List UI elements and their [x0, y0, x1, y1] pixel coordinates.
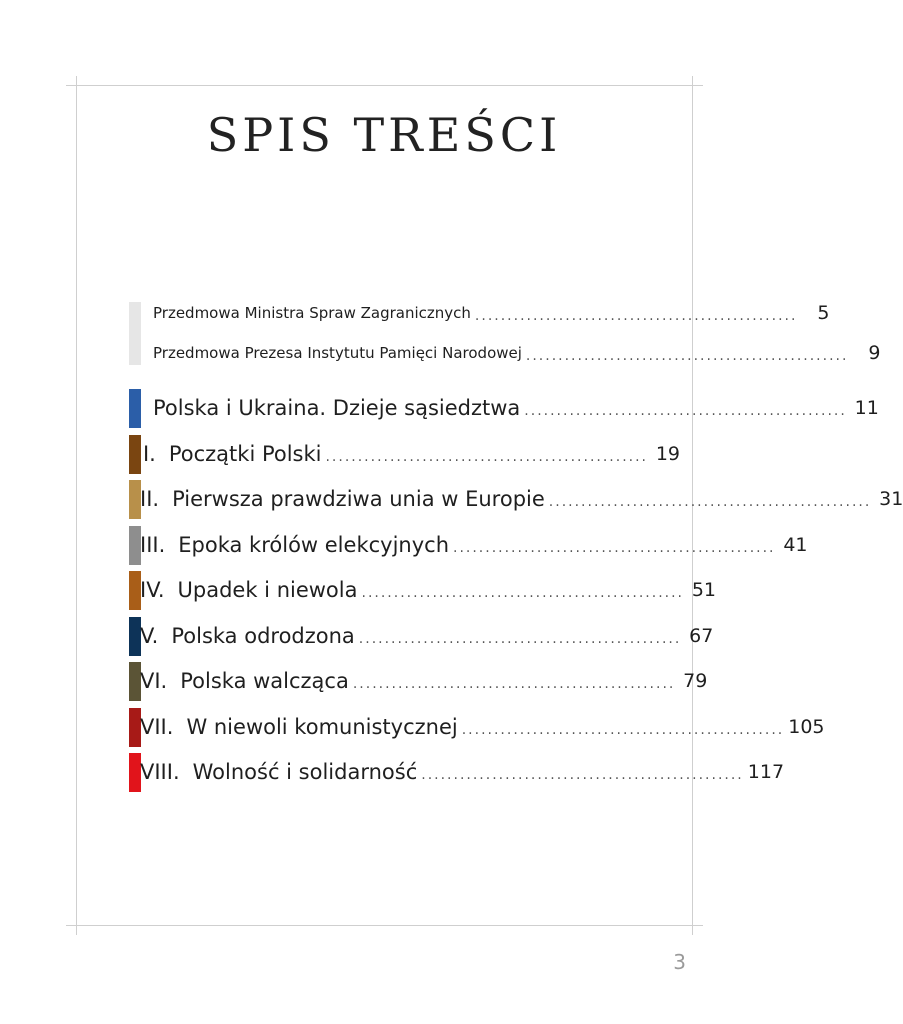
crop-mark — [692, 926, 693, 935]
toc-label: Wolność i solidarność — [192, 760, 418, 784]
toc-number: VI. — [140, 669, 168, 693]
toc-label: Przedmowa Ministra Spraw Zagranicznych — [153, 304, 471, 322]
toc-entry-chapter[interactable] — [140, 712, 825, 742]
toc-page: 67 — [689, 624, 714, 647]
crop-mark — [693, 85, 703, 86]
toc-page: 117 — [747, 761, 785, 783]
toc-leader-dots: .................................................. — [421, 767, 744, 783]
crop-mark — [76, 76, 77, 85]
toc-label: Polska walcząca — [180, 669, 349, 693]
toc-entry-chapter[interactable] — [140, 393, 879, 423]
toc-number: I. — [142, 441, 156, 466]
toc-label: Upadek i niewola — [177, 578, 358, 602]
toc-leader-dots: .................................................. — [325, 448, 648, 465]
toc-number: III. — [140, 532, 166, 557]
toc-page: 105 — [788, 715, 825, 738]
toc-number: VII. — [140, 714, 174, 739]
toc-entry-chapter[interactable] — [140, 666, 708, 696]
toc-entry-chapter[interactable] — [140, 621, 714, 651]
toc-page: 31 — [879, 488, 903, 510]
toc-page: 19 — [655, 442, 680, 465]
toc-label: Początki Polski — [168, 441, 322, 466]
crop-mark — [76, 926, 77, 935]
toc-entry-intro-2[interactable] — [140, 338, 881, 368]
toc-entry-chapter[interactable] — [140, 575, 717, 605]
toc-leader-dots: .................................................. — [525, 348, 849, 364]
toc-leader-dots: .................................................. — [474, 308, 798, 324]
toc-page: 41 — [783, 533, 808, 556]
toc-page: 5 — [817, 302, 830, 324]
toc-label: W niewoli komunistycznej — [186, 714, 458, 739]
toc-entry-chapter[interactable] — [140, 439, 680, 469]
toc-leader-dots: .................................................. — [461, 721, 785, 738]
toc-number: V. — [140, 623, 159, 648]
toc-number: II. — [140, 487, 160, 511]
toc-leader-dots: .................................................. — [453, 539, 776, 556]
page-number: 3 — [673, 950, 686, 974]
toc-entry-intro-1[interactable] — [140, 298, 830, 328]
crop-mark — [66, 925, 76, 926]
toc-leader-dots: .................................................. — [361, 585, 685, 601]
page-title: SPIS TREŚCI — [206, 108, 562, 162]
crop-mark — [693, 925, 703, 926]
toc-number: VIII. — [140, 760, 180, 784]
toc-leader-dots: .................................................. — [352, 676, 676, 692]
toc-label: Pierwsza prawdziwa unia w Europie — [172, 487, 545, 511]
crop-mark — [692, 76, 693, 85]
toc-label: Epoka królów elekcyjnych — [178, 532, 449, 557]
toc-leader-dots: .................................................. — [358, 630, 682, 647]
toc-leader-dots: .................................................. — [548, 494, 872, 510]
toc-entry-chapter[interactable] — [140, 757, 785, 787]
toc-label: Polska i Ukraina. Dzieje sąsiedztwa — [153, 396, 521, 420]
toc-entry-chapter[interactable] — [140, 484, 903, 514]
toc-page: 79 — [683, 670, 708, 692]
crop-mark — [66, 85, 76, 86]
toc-page: 11 — [854, 397, 879, 419]
toc-entry-chapter[interactable] — [140, 530, 808, 560]
toc-label: Polska odrodzona — [171, 623, 355, 648]
toc-number: IV. — [140, 578, 165, 602]
toc-page: 51 — [691, 579, 717, 601]
toc-page: 9 — [868, 342, 881, 364]
toc-label: Przedmowa Prezesa Instytutu Pamięci Narodowej — [153, 344, 522, 362]
toc-leader-dots: .................................................. — [524, 403, 847, 419]
